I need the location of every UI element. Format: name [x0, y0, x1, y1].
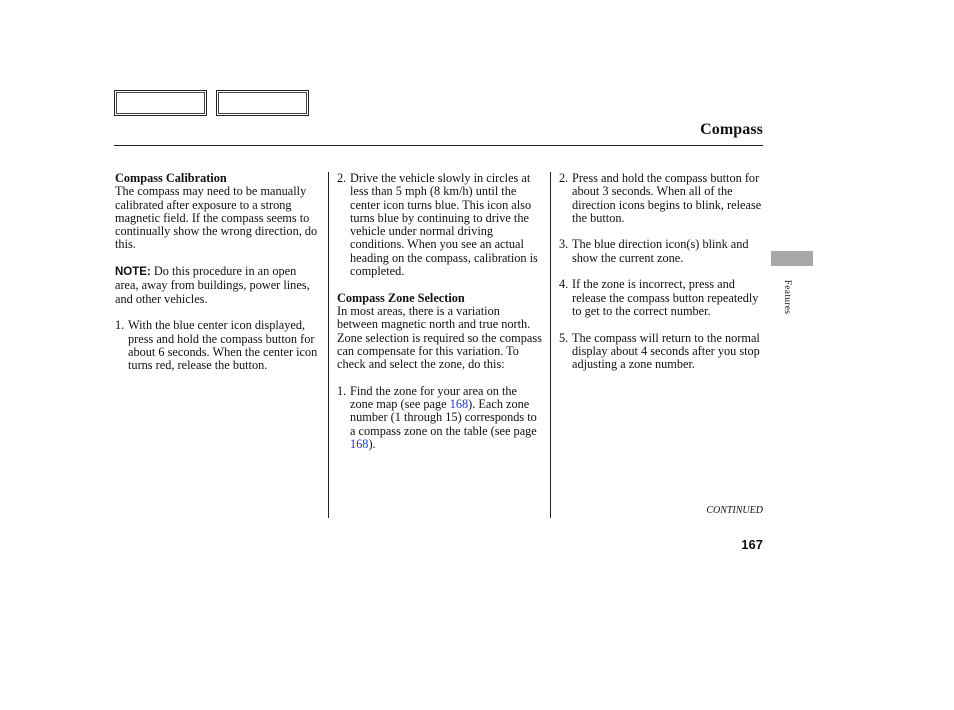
step-text: Drive the vehicle slowly in circles at less than 5 mph (8 km/h) until the center icon turns blue. This icon also turns blue by continuing to drive the vehicle under normal driving conditions. When you see an actual heading on the compass, calibration is completed. — [350, 171, 538, 279]
step-number: 2. — [337, 171, 347, 185]
column-divider-1 — [328, 172, 329, 518]
zone-selection-intro: In most areas, there is a variation between magnetic north and true north. Zone selection is required so the compass can compensate for this variation. To check and select the zone, do this: — [337, 303, 542, 372]
step-number: 4. — [559, 277, 569, 292]
page-link-168[interactable]: 168 — [449, 397, 469, 412]
section-label: Features — [782, 279, 792, 315]
zone-step-1 — [337, 385, 543, 451]
step-text: With the blue center icon displayed, press and hold the compass button for about 6 seconds. When the center icon turns red, release the button. — [128, 318, 318, 373]
calibration-intro: The compass may need to be manually calibrated after exposure to a strong magnetic field. If the compass seems to continually show the wrong direction, do this. — [115, 184, 318, 252]
calibration-step-1 — [115, 319, 321, 372]
step-text: Press and hold the compass button for about 3 seconds. When all of the direction icons begins to blink, release the button. — [572, 171, 762, 225]
nav-button-1[interactable] — [114, 90, 207, 116]
note-label: NOTE: — [115, 266, 151, 279]
step-text: The compass will return to the normal display about 4 seconds after you stop adjusting a zone number. — [572, 330, 760, 372]
step-number: 2. — [559, 171, 569, 185]
step-text-a: Find the zone for your area on the zone map (see page — [350, 383, 517, 412]
zone-step-3 — [559, 238, 763, 265]
step-number: 5. — [559, 330, 569, 345]
column-2 — [337, 172, 543, 451]
column-divider-2 — [550, 172, 551, 518]
step-text-c: ). — [368, 436, 376, 451]
column-3 — [559, 172, 763, 371]
continued-label: CONTINUED — [706, 505, 763, 516]
page-number: 167 — [741, 537, 763, 552]
nav-button-2[interactable] — [216, 90, 309, 116]
calibration-step-2 — [337, 172, 543, 278]
zone-step-4 — [559, 278, 763, 318]
step-text: The blue direction icon(s) blink and show the current zone. — [572, 237, 749, 265]
column-1 — [115, 172, 321, 372]
zone-step-5 — [559, 332, 763, 372]
step-text-b: ). Each zone number (1 through 15) corresponds to a compass zone on the table (see page — [350, 397, 537, 438]
zone-step-2 — [559, 172, 763, 225]
step-number: 1. — [337, 383, 347, 398]
zone-selection-heading: Compass Zone Selection — [337, 290, 465, 305]
page-link-168-b[interactable]: 168 — [350, 436, 369, 451]
note-text: Do this procedure in an open area, away from buildings, power lines, and other vehicles. — [115, 264, 310, 306]
calibration-heading: Compass Calibration — [115, 171, 227, 185]
title-rule — [114, 145, 763, 146]
step-number: 1. — [115, 318, 125, 333]
step-number: 3. — [559, 237, 569, 252]
step-text: If the zone is incorrect, press and release the compass button repeatedly to get to the correct number. — [572, 277, 759, 318]
note-paragraph — [115, 265, 321, 306]
page-title: Compass — [700, 121, 763, 138]
section-tab[interactable] — [771, 251, 813, 266]
